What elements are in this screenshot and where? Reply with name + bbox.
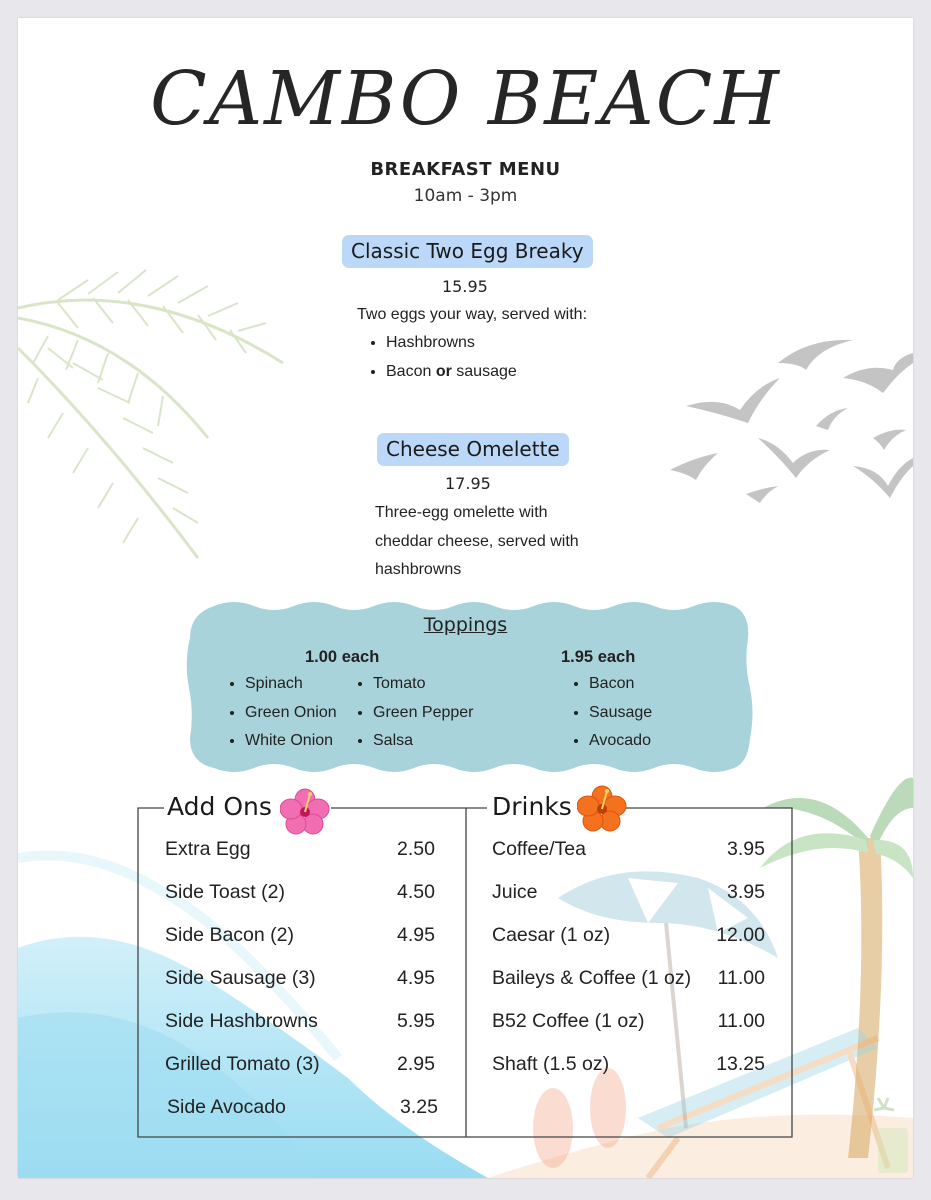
list-item: • Avocado [589, 727, 652, 756]
desc-line: cheddar cheese, served with [375, 532, 579, 550]
toppings-tier1-col1 [225, 670, 337, 756]
list-item: • Green Pepper [373, 699, 474, 728]
menu-page [18, 18, 913, 1178]
drink-price: 3.95 [727, 881, 765, 903]
list-item: • Spinach [245, 670, 337, 699]
add-on-name: Side Toast (2) [165, 881, 285, 903]
palm-tree-icon [760, 778, 913, 1158]
desc-line: Three-egg omelette with [375, 504, 548, 521]
toppings-title: Toppings [423, 614, 508, 636]
list-item: • Bacon [589, 670, 652, 699]
drink-price: 11.00 [717, 1010, 765, 1032]
drink-name: Juice [492, 881, 538, 903]
item-options-classic [366, 329, 517, 386]
item-price-classic: 15.95 [442, 277, 488, 296]
menu-hours: 10am - 3pm [413, 186, 518, 206]
drink-price: 3.95 [727, 838, 765, 860]
add-on-price: 4.95 [397, 967, 435, 989]
palm-leaf-icon [18, 270, 283, 558]
add-on-price: 3.25 [400, 1096, 438, 1118]
add-on-name: Extra Egg [165, 838, 251, 860]
list-item: • Tomato [373, 670, 474, 699]
toppings-tier2-items [569, 670, 652, 756]
add-on-name: Grilled Tomato (3) [165, 1053, 320, 1075]
item-desc-omelette [375, 499, 579, 585]
toppings-tier2-price: 1.95 each [561, 648, 636, 666]
add-on-name: Side Avocado [167, 1096, 286, 1118]
drink-name: Coffee/Tea [492, 838, 586, 860]
menu-subtitle: BREAKFAST MENU [370, 159, 561, 180]
add-on-name: Side Bacon (2) [165, 924, 294, 946]
drink-price: 13.25 [716, 1053, 765, 1075]
hibiscus-orange-icon [577, 785, 627, 833]
seagull-icon [670, 340, 913, 503]
desc-line: hashbrowns [375, 561, 462, 578]
item-name-omelette: Cheese Omelette [377, 433, 569, 466]
item-name-classic: Classic Two Egg Breaky [342, 235, 593, 268]
drink-name: Baileys & Coffee (1 oz) [492, 967, 692, 989]
drink-name: Caesar (1 oz) [492, 924, 611, 946]
add-on-price: 5.95 [397, 1010, 435, 1032]
drink-name: B52 Coffee (1 oz) [492, 1010, 645, 1032]
list-item: • Sausage [589, 699, 652, 728]
add-on-price: 4.95 [397, 924, 435, 946]
drink-price: 12.00 [716, 924, 765, 946]
list-item: • White Onion [245, 727, 337, 756]
add-on-price: 2.50 [397, 838, 435, 860]
drink-glass-icon [874, 1098, 908, 1173]
hibiscus-pink-icon [280, 788, 330, 836]
add-on-name: Side Hashbrowns [165, 1010, 318, 1032]
add-ons-title: Add Ons [167, 792, 272, 821]
add-on-price: 4.50 [397, 881, 435, 903]
toppings-tier1-price: 1.00 each [305, 648, 380, 666]
item-desc-classic: Two eggs your way, served with: [357, 306, 588, 323]
add-on-name: Side Sausage (3) [165, 967, 316, 989]
drinks-title: Drinks [492, 792, 572, 821]
item-price-omelette: 17.95 [445, 474, 491, 493]
list-item: • Salsa [373, 727, 474, 756]
toppings-tier1-col2 [353, 670, 474, 756]
drink-name: Shaft (1.5 oz) [492, 1053, 610, 1075]
list-item: • Green Onion [245, 699, 337, 728]
option-or: or [435, 362, 452, 380]
option-sausage: sausage [456, 362, 517, 380]
option-bacon: Bacon [386, 362, 432, 380]
restaurant-title: CAMBO BEACH [150, 56, 781, 142]
drink-price: 11.00 [717, 967, 765, 989]
list-item: • Hashbrowns [386, 329, 517, 358]
add-on-price: 2.95 [397, 1053, 435, 1075]
list-item [386, 358, 517, 387]
